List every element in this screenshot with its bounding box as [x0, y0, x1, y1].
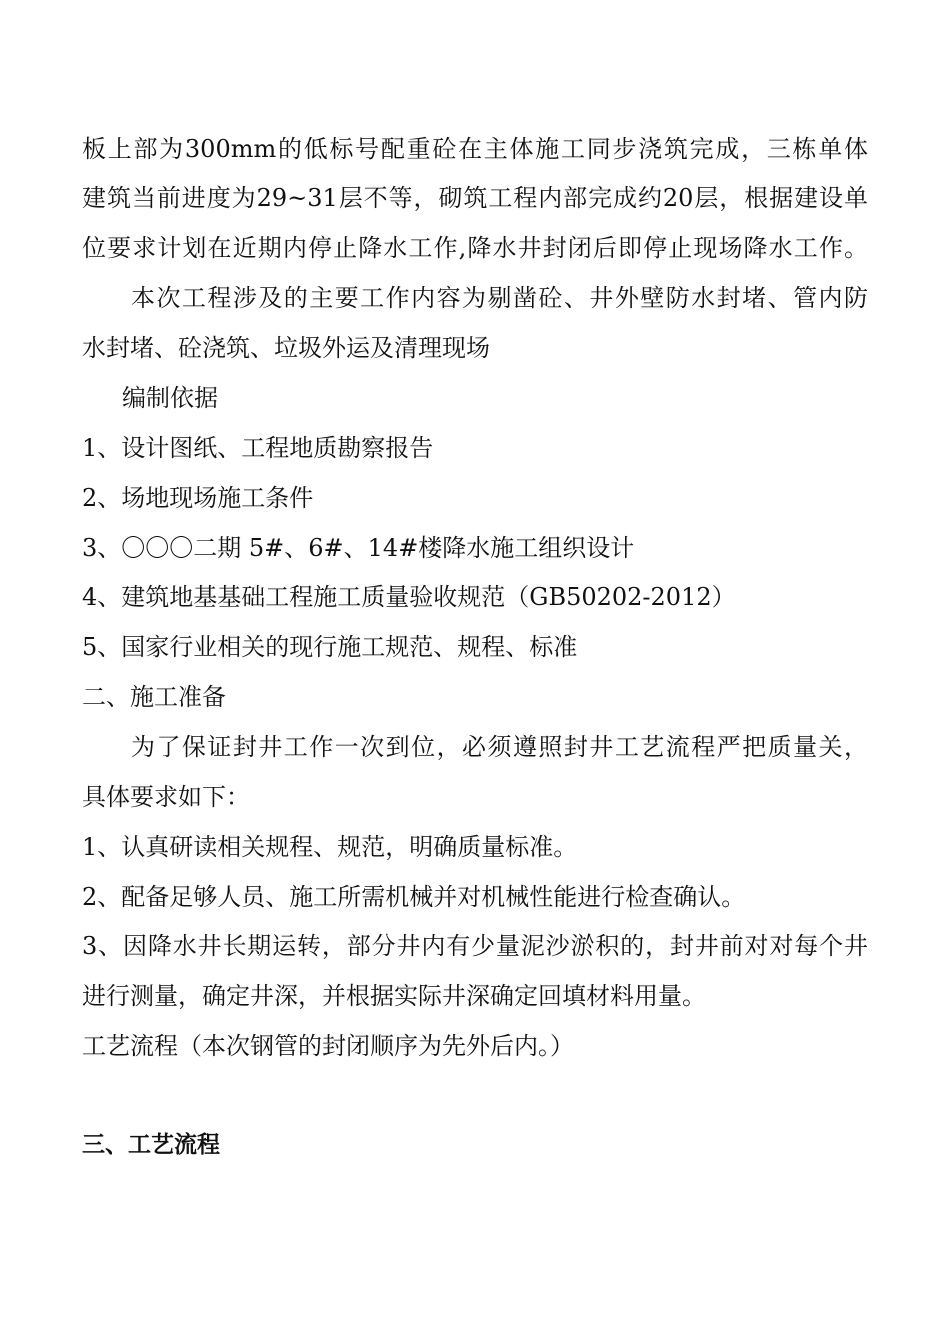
list-item: 2、场地现场施工条件 — [82, 484, 314, 512]
paragraph-line: 板上部为300mm的低标号配重砼在主体施工同步浇筑完成，三栋单体 — [82, 135, 868, 163]
list-item: 4、建筑地基基础工程施工质量验收规范（GB50202-2012） — [82, 583, 736, 611]
section-label: 编制依据 — [122, 384, 218, 412]
list-item: 5、国家行业相关的现行施工规范、规程、标准 — [82, 633, 578, 661]
section-heading: 二、施工准备 — [82, 683, 226, 711]
paragraph-line: 本次工程涉及的主要工作内容为剔凿砼、井外壁防水封堵、管内防 — [131, 284, 868, 312]
paragraph-line: 位要求计划在近期内停止降水工作,降水井封闭后即停止现场降水工作。 — [82, 234, 868, 262]
paragraph-line: 建筑当前进度为29~31层不等，砌筑工程内部完成约20层，根据建设单 — [82, 184, 868, 212]
list-item: 3、因降水井长期运转，部分井内有少量泥沙淤积的，封井前对对每个井 — [82, 932, 868, 960]
list-item: 3、〇〇〇二期 5#、6#、14#楼降水施工组织设计 — [82, 534, 635, 562]
paragraph-line: 工艺流程（本次钢管的封闭顺序为先外后内。） — [82, 1032, 574, 1060]
section-heading-bold: 三、工艺流程 — [82, 1132, 220, 1158]
paragraph-line: 具体要求如下： — [82, 783, 250, 811]
paragraph-line: 水封堵、砼浇筑、垃圾外运及清理现场 — [82, 334, 490, 362]
list-item: 1、认真研读相关规程、规范，明确质量标准。 — [82, 833, 578, 861]
list-item-continuation: 进行测量，确定井深，并根据实际井深确定回填材料用量。 — [82, 982, 706, 1010]
paragraph-line: 为了保证封井工作一次到位，必须遵照封井工艺流程严把质量关， — [131, 733, 868, 761]
list-item: 1、设计图纸、工程地质勘察报告 — [82, 434, 434, 462]
list-item: 2、配备足够人员、施工所需机械并对机械性能进行检查确认。 — [82, 883, 746, 911]
